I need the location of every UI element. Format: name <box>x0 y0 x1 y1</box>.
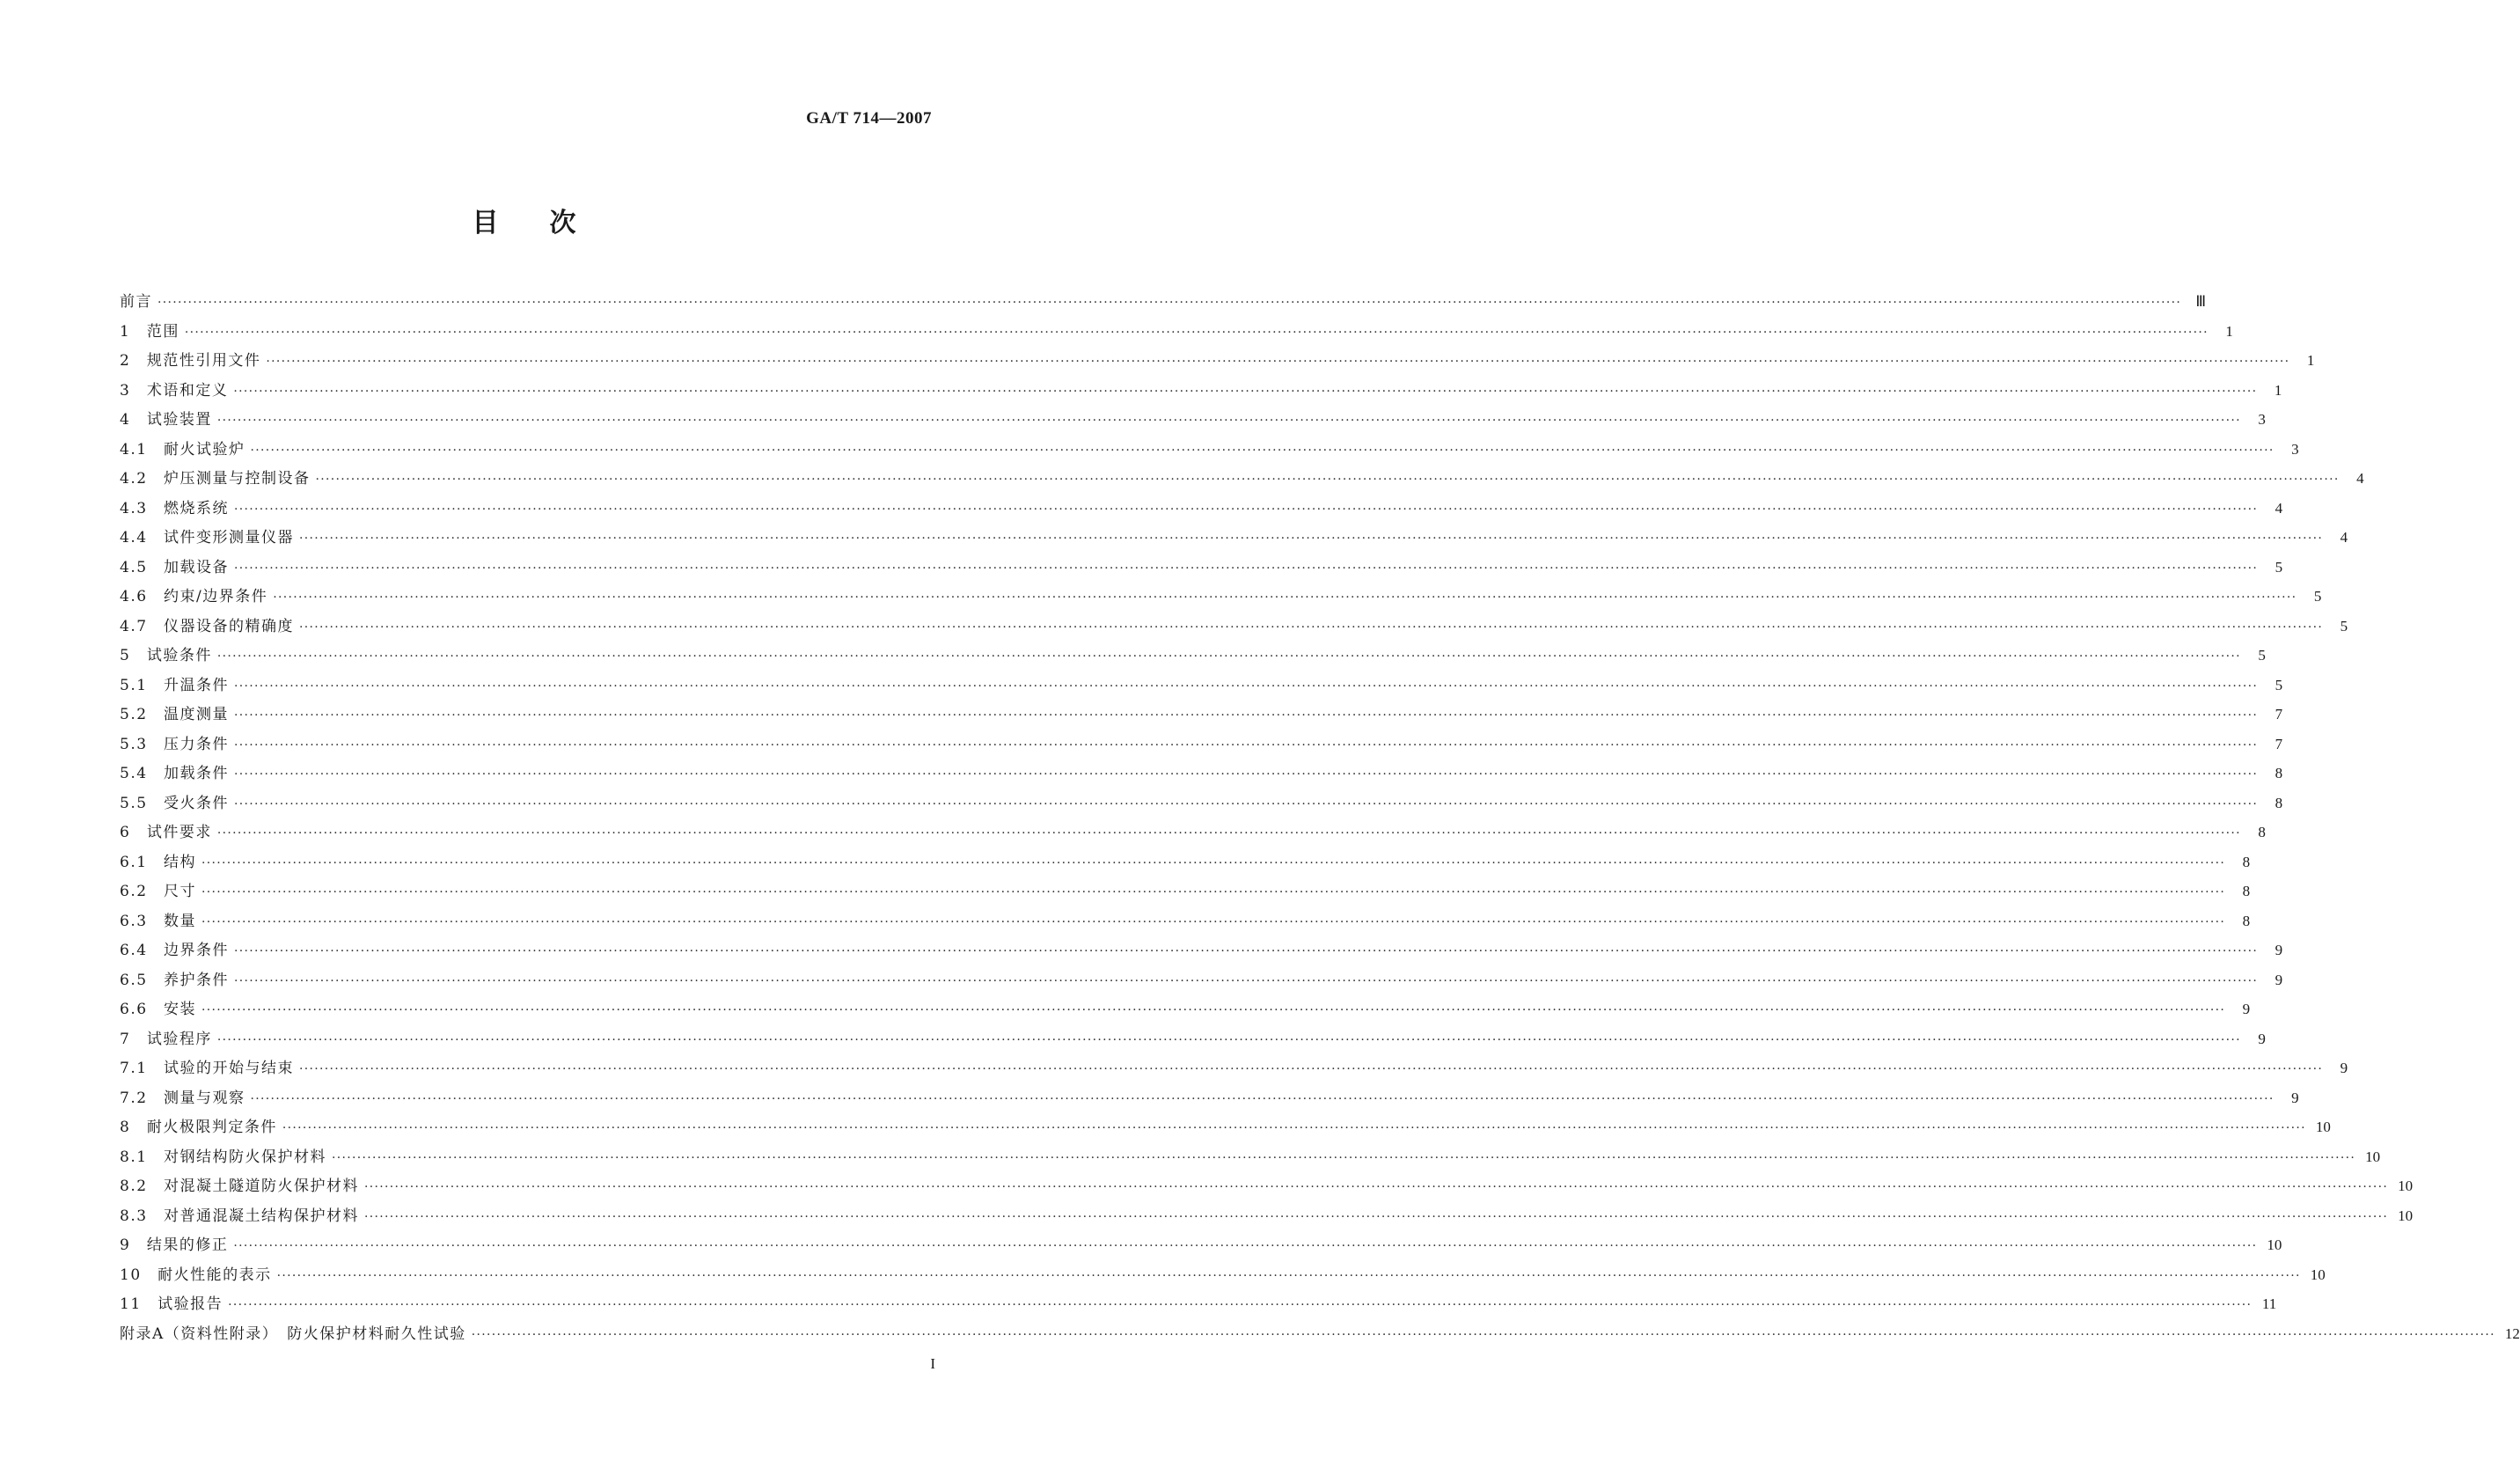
toc-dot-leader: ················································································································································································································································································································································································································ <box>234 737 2259 752</box>
toc-entry[interactable] <box>120 464 2364 494</box>
toc-entry[interactable] <box>120 346 2315 376</box>
toc-entry[interactable] <box>120 877 2251 906</box>
toc-entry[interactable] <box>120 1083 2299 1113</box>
toc-dot-leader: ················································································································································································································································································································································································································ <box>234 944 2259 958</box>
toc-dot-leader: ················································································································································································································································································································································································································ <box>234 708 2259 723</box>
toc-entry-page: 9 <box>2275 942 2283 958</box>
toc-entry[interactable] <box>120 1171 2414 1201</box>
toc-dot-leader: ················································································································································································································································································································································································································ <box>299 532 2324 546</box>
toc-entry-page: 4 <box>2340 529 2348 546</box>
toc-entry-page: 4 <box>2275 499 2283 517</box>
toc-entry-label: 1 范围 <box>120 322 179 341</box>
toc-entry[interactable] <box>120 730 2283 759</box>
toc-entry-label: 5.5 受火条件 <box>120 794 230 812</box>
toc-entry-page: 5 <box>2275 558 2283 576</box>
toc-dot-leader: ················································································································································································································································································································································································································ <box>234 502 2259 517</box>
toc-dot-leader: ················································································································································································································································································································································································································ <box>266 355 2290 369</box>
toc-entry-page: 5 <box>2340 617 2348 635</box>
toc-entry-label: 5.3 压力条件 <box>120 735 230 753</box>
toc-entry-label: 7.1 试验的开始与结束 <box>120 1060 295 1077</box>
toc-entry[interactable] <box>120 818 2266 847</box>
toc-entry-label: 4.6 约束/边界条件 <box>120 588 268 605</box>
toc-entry-page: 8 <box>2275 765 2283 781</box>
toc-entry-page: Ⅲ <box>2195 293 2207 310</box>
toc-dot-leader: ················································································································································································································································································································································································································ <box>216 1032 2241 1047</box>
toc-entry-label: 6.6 安装 <box>120 1001 197 1018</box>
toc-dot-leader: ················································································································································································································································································································································································································ <box>332 1150 2356 1165</box>
toc-entry[interactable] <box>120 1053 2348 1083</box>
toc-entry-label: 8.1 对钢结构防火保护材料 <box>120 1148 327 1166</box>
toc-entry-label: 7.2 测量与观察 <box>120 1089 245 1107</box>
toc-dot-leader: ················································································································································································································································································································································································································ <box>184 325 2209 340</box>
toc-entry[interactable] <box>120 847 2251 877</box>
toc-entry-page: 3 <box>2291 440 2299 458</box>
toc-entry-page: 8 <box>2242 883 2251 899</box>
toc-entry-page: 4 <box>2356 470 2364 487</box>
toc-entry[interactable] <box>120 1142 2381 1172</box>
toc-entry[interactable] <box>120 435 2299 465</box>
toc-entry-label: 5 试验条件 <box>120 647 212 664</box>
toc-entry-page: 3 <box>2258 411 2266 428</box>
toc-dot-leader: ················································································································································································································································································································································································································ <box>201 855 2226 870</box>
toc-entry-page: 7 <box>2275 706 2283 723</box>
toc-entry-label: 5.2 温度测量 <box>120 706 230 723</box>
toc-entry-page: 9 <box>2291 1089 2299 1106</box>
toc-entry[interactable] <box>120 553 2283 583</box>
toc-entry[interactable] <box>120 789 2283 818</box>
toc-entry-page: 5 <box>2275 676 2283 693</box>
toc-entry-page: 10 <box>2398 1207 2414 1224</box>
toc-entry-page: 1 <box>2274 381 2282 399</box>
toc-dot-leader: ················································································································································································································································································································································································································ <box>299 1062 2324 1076</box>
toc-dot-leader: ················································································································································································································································································································································································································ <box>201 914 2226 929</box>
toc-entry-page: 1 <box>2306 352 2315 369</box>
toc-entry-label: 9 结果的修正 <box>120 1236 229 1254</box>
page-title <box>0 201 1048 239</box>
toc-entry-label: 8 耐火极限判定条件 <box>120 1119 277 1136</box>
toc-entry[interactable] <box>120 994 2251 1024</box>
toc-dot-leader: ················································································································································································································································································································································································································ <box>282 1121 2306 1135</box>
toc-entry[interactable] <box>120 965 2283 995</box>
toc-entry-page: 9 <box>2242 1001 2251 1017</box>
toc-entry[interactable] <box>120 523 2348 553</box>
toc-entry[interactable] <box>120 1230 2282 1260</box>
toc-entry-label: 4.4 试件变形测量仪器 <box>120 529 295 547</box>
toc-entry-page: 11 <box>2261 1295 2277 1312</box>
toc-dot-leader: ················································································································································································································································································································································································································ <box>201 1003 2226 1017</box>
toc-entry-page: 5 <box>2258 647 2266 664</box>
toc-entry-page: 5 <box>2313 588 2322 605</box>
toc-entry-page: 8 <box>2242 912 2251 929</box>
toc-entry-label: 8.2 对混凝土隧道防火保护材料 <box>120 1178 360 1195</box>
toc-entry-label: 6.4 边界条件 <box>120 942 230 959</box>
toc-dot-leader: ················································································································································································································································································································································································································ <box>471 1327 2495 1342</box>
toc-entry-label: 附录A（资料性附录） 防火保护材料耐久性试验 <box>120 1324 466 1343</box>
toc-entry-label: 4.1 耐火试验炉 <box>120 440 245 459</box>
toc-entry[interactable] <box>120 759 2283 789</box>
toc-dot-leader: ················································································································································································································································································································································································································ <box>234 973 2259 988</box>
toc-entry[interactable] <box>120 935 2283 965</box>
page-number: I <box>930 1355 935 1372</box>
toc-entry-page: 10 <box>2398 1178 2414 1194</box>
toc-entry[interactable] <box>120 1260 2326 1290</box>
toc-entry[interactable] <box>120 405 2266 435</box>
toc-dot-leader: ················································································································································································································································································································································································································ <box>234 767 2259 781</box>
toc-entry-label: 7 试验程序 <box>120 1030 212 1048</box>
document-code: GA/T 714—2007 <box>806 109 932 128</box>
toc-entry-page: 12 <box>2504 1324 2520 1342</box>
toc-entry-label: 4.7 仪器设备的精确度 <box>120 617 295 635</box>
toc-entry-page: 9 <box>2340 1060 2348 1076</box>
toc-entry-page: 7 <box>2275 735 2283 752</box>
toc-entry[interactable] <box>120 582 2322 612</box>
toc-entry-page: 1 <box>2225 322 2233 340</box>
toc-dot-leader: ················································································································································································································································································································································································································ <box>233 384 2258 399</box>
toc-entry[interactable] <box>120 671 2283 701</box>
toc-entry-label: 4.3 燃烧系统 <box>120 499 230 517</box>
toc-entry[interactable] <box>120 1289 2277 1319</box>
table-of-contents <box>120 287 2520 1348</box>
toc-dot-leader: ················································································································································································································································································································································································································ <box>158 296 2182 310</box>
toc-dot-leader: ················································································································································································································································································································································································································ <box>201 885 2226 899</box>
toc-entry[interactable] <box>120 494 2283 524</box>
toc-entry-page: 8 <box>2242 853 2251 870</box>
toc-dot-leader: ················································································································································································································································································································································································································ <box>216 826 2241 840</box>
toc-entry-page: 9 <box>2258 1030 2266 1047</box>
toc-dot-leader: ················································································································································································································································································································································································································ <box>273 591 2297 605</box>
toc-dot-leader: ················································································································································································································································································································································································································ <box>299 620 2324 635</box>
toc-entry-label: 3 术语和定义 <box>120 381 229 400</box>
toc-entry-label: 10 耐火性能的表示 <box>120 1266 272 1284</box>
toc-entry[interactable] <box>120 700 2283 730</box>
toc-entry-label: 8.3 对普通混凝土结构保护材料 <box>120 1207 360 1225</box>
toc-dot-leader: ················································································································································································································································································································································································································ <box>276 1268 2301 1283</box>
toc-entry-page: 8 <box>2275 794 2283 811</box>
toc-dot-leader: ················································································································································································································································································································································································································ <box>234 561 2259 576</box>
toc-entry[interactable] <box>120 287 2207 317</box>
toc-dot-leader: ················································································································································································································································································································································································································ <box>315 473 2340 487</box>
toc-entry[interactable] <box>120 1112 2331 1142</box>
toc-entry-label: 前言 <box>120 293 152 311</box>
toc-dot-leader: ················································································································································································································································································································································································································ <box>364 1180 2389 1194</box>
toc-dot-leader: ················································································································································································································································································································································································································ <box>233 1239 2258 1253</box>
toc-entry-page: 9 <box>2275 971 2283 988</box>
toc-entry-label: 4 试验装置 <box>120 411 212 429</box>
toc-entry[interactable] <box>120 906 2251 936</box>
toc-entry[interactable] <box>120 317 2233 347</box>
toc-entry-page: 8 <box>2258 824 2266 840</box>
toc-entry-page: 10 <box>2315 1119 2331 1135</box>
toc-entry[interactable] <box>120 641 2266 671</box>
toc-entry-label: 6 试件要求 <box>120 824 212 841</box>
toc-dot-leader: ················································································································································································································································································································································································································ <box>216 414 2241 428</box>
toc-dot-leader: ················································································································································································································································································································································································································ <box>250 443 2275 458</box>
toc-entry-page: 10 <box>2267 1236 2282 1253</box>
toc-entry-label: 6.5 养护条件 <box>120 971 230 989</box>
toc-entry-label: 2 规范性引用文件 <box>120 352 261 370</box>
toc-entry-label: 4.2 炉压测量与控制设备 <box>120 470 311 488</box>
toc-dot-leader: ················································································································································································································································································································································································································ <box>216 649 2241 664</box>
toc-entry[interactable] <box>120 612 2348 642</box>
page-title-part1: 目 <box>472 208 499 238</box>
toc-entry[interactable] <box>120 376 2282 406</box>
toc-entry-label: 5.4 加载条件 <box>120 765 230 782</box>
toc-entry-label: 4.5 加载设备 <box>120 558 230 576</box>
toc-entry[interactable] <box>120 1319 2520 1349</box>
toc-entry-label: 6.3 数量 <box>120 912 197 930</box>
toc-dot-leader: ················································································································································································································································································································································································································ <box>234 679 2259 693</box>
toc-entry-label: 6.1 结构 <box>120 853 197 871</box>
toc-entry-label: 5.1 升温条件 <box>120 676 230 694</box>
toc-dot-leader: ················································································································································································································································································································································································································ <box>228 1298 2253 1312</box>
toc-entry-label: 11 试验报告 <box>120 1295 223 1313</box>
page-title-part2: 次 <box>549 208 576 238</box>
toc-entry[interactable] <box>120 1024 2266 1054</box>
toc-entry-page: 10 <box>2310 1266 2326 1283</box>
toc-dot-leader: ················································································································································································································································································································································································································ <box>364 1209 2389 1224</box>
toc-dot-leader: ················································································································································································································································································································································································································ <box>234 796 2259 811</box>
toc-dot-leader: ················································································································································································································································································································································································································ <box>250 1091 2275 1106</box>
toc-entry-page: 10 <box>2365 1148 2381 1165</box>
toc-entry-label: 6.2 尺寸 <box>120 883 197 900</box>
toc-entry[interactable] <box>120 1201 2414 1231</box>
